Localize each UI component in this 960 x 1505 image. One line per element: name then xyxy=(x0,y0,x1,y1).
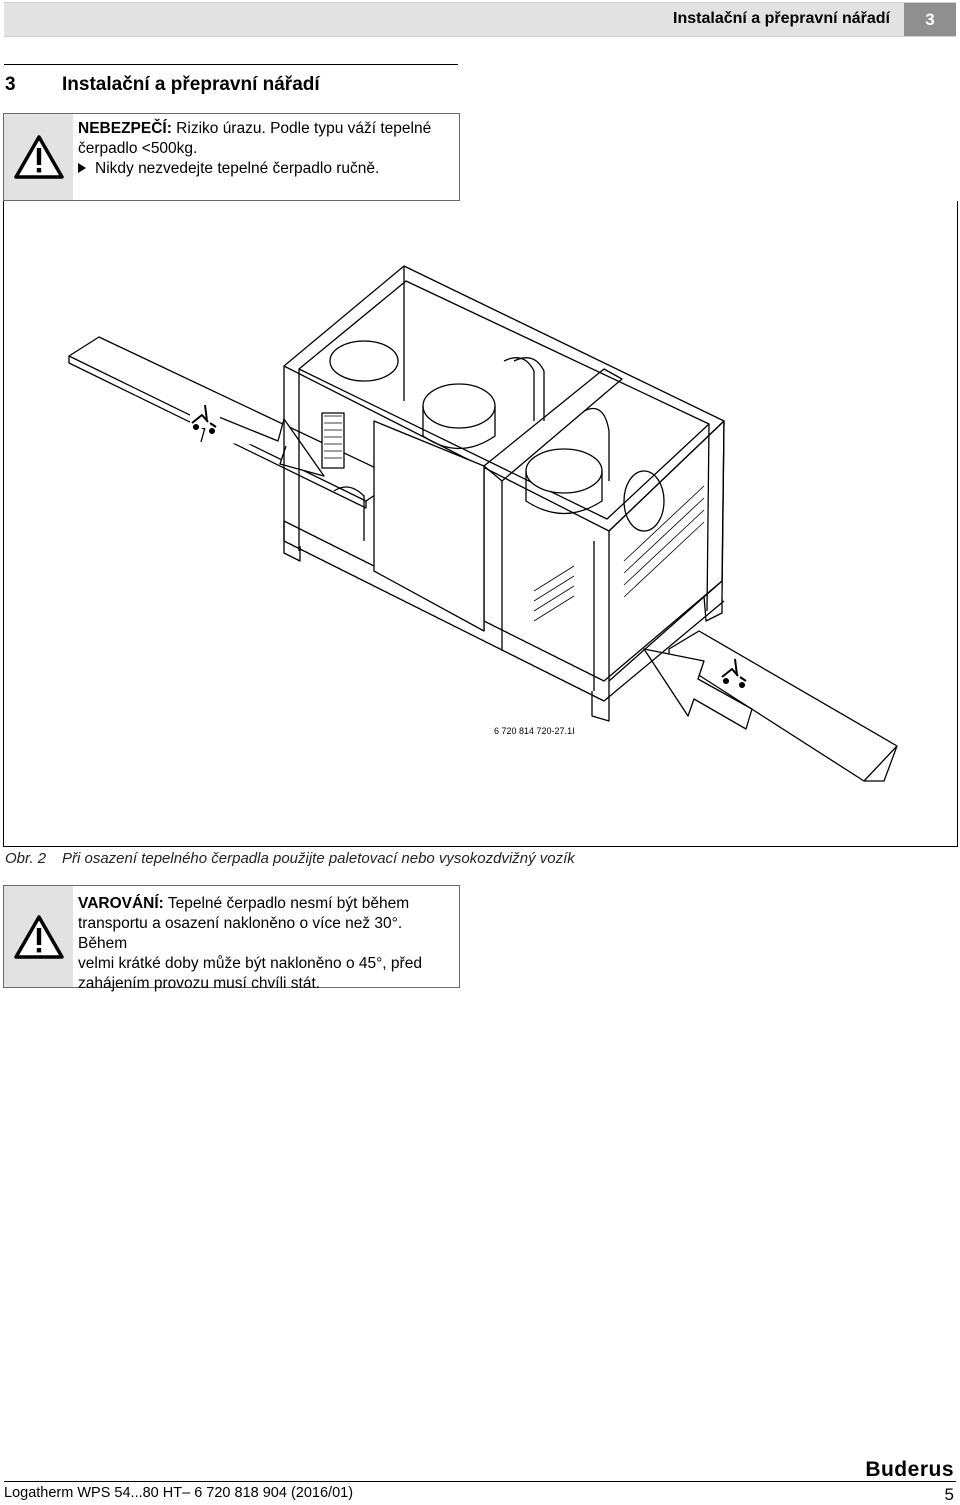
danger-line1: Riziko úrazu. Podle typu váží tepelné xyxy=(171,120,432,137)
danger-text xyxy=(78,119,453,179)
page-number: 5 xyxy=(944,1485,954,1504)
danger-icon-column xyxy=(4,114,73,200)
warning-label: VAROVÁNÍ: xyxy=(78,895,164,912)
warning-triangle-icon xyxy=(13,914,65,960)
warning-icon-column xyxy=(4,886,73,987)
figure-code: 6 720 814 720-27.1I xyxy=(494,726,575,736)
danger-notice xyxy=(3,113,460,201)
footer-divider xyxy=(4,1481,956,1482)
footer-document-id: Logatherm WPS 54...80 HT– 6 720 818 904 (2016/01) xyxy=(4,1485,354,1501)
figure-frame xyxy=(3,201,958,847)
bullet-arrow-icon xyxy=(78,163,86,173)
warning-line1: Tepelné čerpadlo nesmí být během xyxy=(163,895,410,912)
brand-logo: Buderus xyxy=(865,1458,954,1481)
heat-pump-illustration xyxy=(4,201,957,846)
warning-line3: velmi krátké doby může být nakloněno o 45°, před xyxy=(78,955,422,972)
warning-line2: transportu a osazení nakloněno o více než 30°. Během xyxy=(78,915,403,952)
section-divider xyxy=(4,64,458,65)
figure-caption-label: Obr. 2 xyxy=(5,850,47,867)
danger-label: NEBEZPEČÍ: xyxy=(78,120,172,137)
figure-caption-text: Při osazení tepelného čerpadla použijte paletovací nebo vysokozdvižný vozík xyxy=(62,850,575,867)
danger-line2: čerpadlo <500kg. xyxy=(78,140,198,157)
warning-line4: zahájením provozu musí chvíli stát. xyxy=(78,975,321,992)
section-number: 3 xyxy=(5,74,16,95)
danger-bullet: Nikdy nezvedejte tepelné čerpadlo ručně. xyxy=(95,160,380,177)
header-chapter-number: 3 xyxy=(904,3,956,36)
header-chapter-title: Instalační a přepravní nářadí xyxy=(673,10,890,27)
warning-triangle-icon xyxy=(13,134,65,180)
warning-notice xyxy=(3,885,460,992)
page-header xyxy=(4,2,956,37)
section-title: Instalační a přepravní nářadí xyxy=(62,74,320,95)
warning-text xyxy=(78,894,453,994)
